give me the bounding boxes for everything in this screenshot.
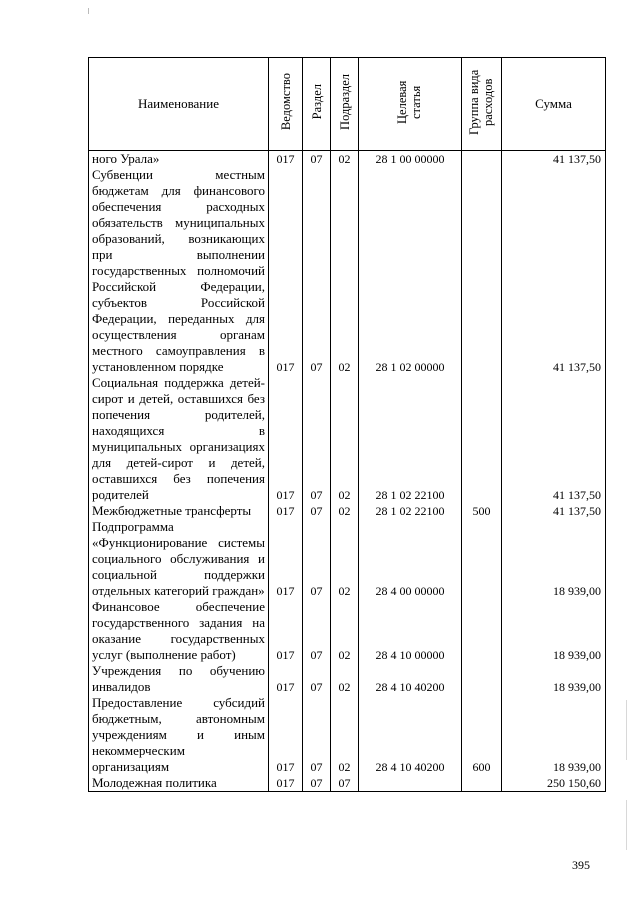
row-gruppa xyxy=(462,775,502,792)
row-gruppa: 600 xyxy=(462,695,502,775)
row-gruppa xyxy=(462,519,502,599)
row-summa: 18 939,00 xyxy=(502,519,606,599)
header-name: Наименование xyxy=(89,58,269,151)
row-vedomstvo: 017 xyxy=(269,695,303,775)
page-number: 395 xyxy=(572,858,590,872)
row-name: Подпрограмма «Функционирование системы социального обслуживания и социальной поддержки отдельных категорий граждан» xyxy=(89,519,269,599)
header-razdel: Раздел xyxy=(303,58,331,151)
row-razdel: 07 xyxy=(303,695,331,775)
row-gruppa: 500 xyxy=(462,503,502,519)
scan-mark xyxy=(88,8,89,14)
row-summa: 41 137,50 xyxy=(502,503,606,519)
table-row xyxy=(89,503,606,519)
row-summa: 18 939,00 xyxy=(502,599,606,663)
row-vedomstvo: 017 xyxy=(269,599,303,663)
row-podrazdel: 02 xyxy=(331,503,359,519)
table-header-row xyxy=(89,58,606,151)
row-name: Межбюджетные трансферты xyxy=(89,503,269,519)
row-name: Социальная поддержка детей-сирот и детей, оставшихся без попечения родителей, находящихся в муниципальных организациях для детей-сирот и детей, оставшихся без попечения родителей xyxy=(89,375,269,503)
row-tselevaya: 28 1 02 00000 xyxy=(359,167,462,375)
header-tselevaya: Целевая статья xyxy=(359,58,462,151)
table-row xyxy=(89,663,606,695)
row-razdel: 07 xyxy=(303,503,331,519)
row-name: Учреждения по обучению инвалидов xyxy=(89,663,269,695)
row-gruppa xyxy=(462,151,502,168)
row-vedomstvo: 017 xyxy=(269,503,303,519)
row-vedomstvo: 017 xyxy=(269,663,303,695)
row-podrazdel: 02 xyxy=(331,167,359,375)
row-gruppa xyxy=(462,599,502,663)
table-row xyxy=(89,775,606,792)
row-vedomstvo: 017 xyxy=(269,167,303,375)
scan-edge-mark xyxy=(626,800,627,850)
row-vedomstvo: 017 xyxy=(269,519,303,599)
row-podrazdel: 02 xyxy=(331,663,359,695)
row-tselevaya: 28 4 10 40200 xyxy=(359,695,462,775)
row-razdel: 07 xyxy=(303,519,331,599)
row-razdel: 07 xyxy=(303,151,331,168)
row-name: Субвенции местным бюджетам для финансового обеспечения расходных обязательств муниципальных образований, возникающих при выполнении государственных полномочий Российской Федерации, субъектов Российской Федерации, переданных для осуществления органам местного самоуправления в установленном порядке xyxy=(89,167,269,375)
row-podrazdel: 07 xyxy=(331,775,359,792)
row-podrazdel: 02 xyxy=(331,151,359,168)
row-podrazdel: 02 xyxy=(331,519,359,599)
row-tselevaya: 28 1 00 00000 xyxy=(359,151,462,168)
header-vedomstvo: Ведомство xyxy=(269,58,303,151)
row-podrazdel: 02 xyxy=(331,599,359,663)
row-tselevaya: 28 1 02 22100 xyxy=(359,503,462,519)
table-row xyxy=(89,695,606,775)
table-row xyxy=(89,375,606,503)
row-vedomstvo: 017 xyxy=(269,375,303,503)
row-vedomstvo: 017 xyxy=(269,775,303,792)
header-podrazdel: Подраздел xyxy=(331,58,359,151)
header-gruppa: Группа вида расходов xyxy=(462,58,502,151)
table-row xyxy=(89,151,606,168)
row-podrazdel: 02 xyxy=(331,695,359,775)
row-tselevaya: 28 4 00 00000 xyxy=(359,519,462,599)
scan-edge-mark xyxy=(626,700,627,760)
row-tselevaya: 28 1 02 22100 xyxy=(359,375,462,503)
table-row xyxy=(89,599,606,663)
row-tselevaya: 28 4 10 00000 xyxy=(359,599,462,663)
table-row xyxy=(89,519,606,599)
row-summa: 41 137,50 xyxy=(502,167,606,375)
row-summa: 250 150,60 xyxy=(502,775,606,792)
budget-table xyxy=(88,57,606,792)
header-summa: Сумма xyxy=(502,58,606,151)
row-summa: 41 137,50 xyxy=(502,375,606,503)
row-gruppa xyxy=(462,663,502,695)
row-name: Молодежная политика xyxy=(89,775,269,792)
row-razdel: 07 xyxy=(303,775,331,792)
row-name: Предоставление субсидий бюджетным, автономным учреждениям и иным некоммерческим организациям xyxy=(89,695,269,775)
row-gruppa xyxy=(462,167,502,375)
row-summa: 18 939,00 xyxy=(502,663,606,695)
row-gruppa xyxy=(462,375,502,503)
row-summa: 18 939,00 xyxy=(502,695,606,775)
row-name: ного Урала» xyxy=(89,151,269,168)
row-tselevaya: 28 4 10 40200 xyxy=(359,663,462,695)
row-razdel: 07 xyxy=(303,663,331,695)
row-summa: 41 137,50 xyxy=(502,151,606,168)
row-razdel: 07 xyxy=(303,599,331,663)
row-tselevaya xyxy=(359,775,462,792)
row-podrazdel: 02 xyxy=(331,375,359,503)
row-razdel: 07 xyxy=(303,375,331,503)
row-razdel: 07 xyxy=(303,167,331,375)
table-row xyxy=(89,167,606,375)
row-name: Финансовое обеспечение государственного задания на оказание государственных услуг (выполнение работ) xyxy=(89,599,269,663)
row-vedomstvo: 017 xyxy=(269,151,303,168)
